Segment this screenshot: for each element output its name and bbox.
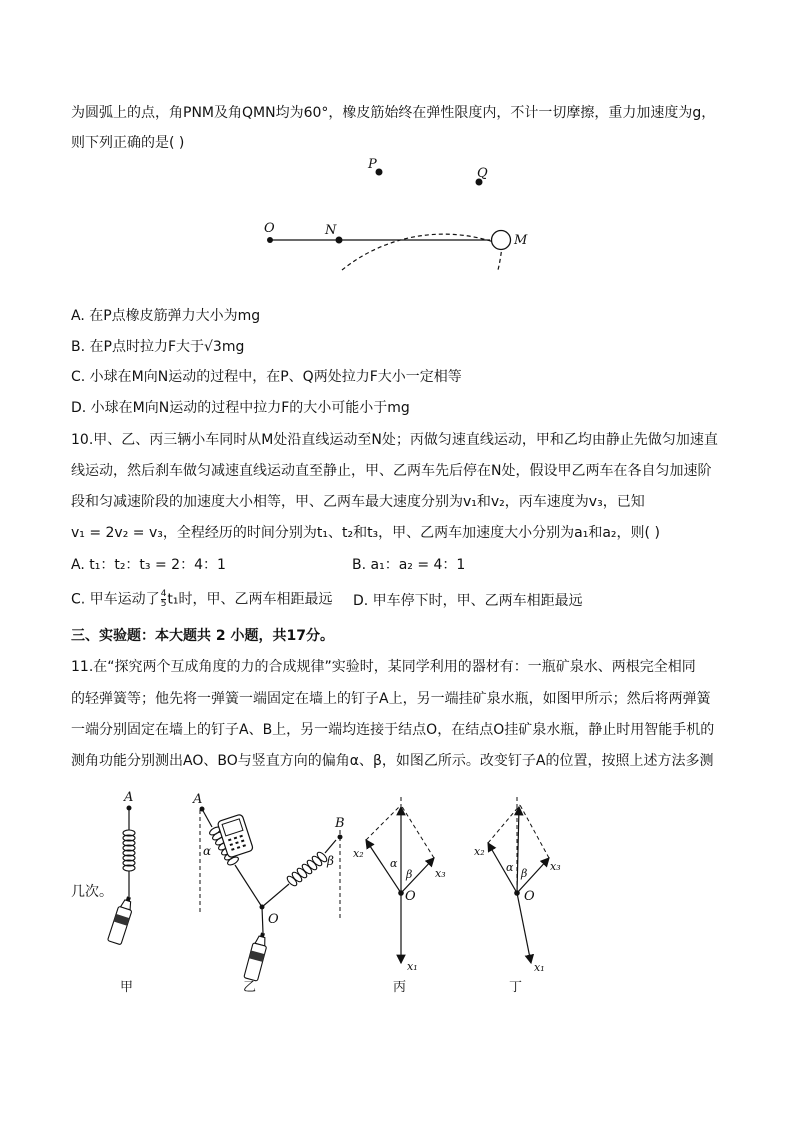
caption-yi: 乙	[243, 980, 257, 995]
label-x3-bing: x₃	[435, 867, 446, 880]
label-x1-ding: x₁	[534, 961, 545, 974]
q10-option-c	[71, 590, 333, 609]
parallelogram-edge-1	[366, 805, 401, 840]
spring-BO	[286, 851, 329, 888]
figure-ding	[460, 785, 570, 995]
q9-option-a: A. 在P点橡皮筋弹力大小为mg	[71, 308, 261, 324]
q10-option-c-pre: C. 甲车运动了	[71, 591, 160, 608]
q10-option-d: D. 甲车停下时，甲、乙两车相距最远	[353, 593, 583, 609]
label-alpha-ding: α	[506, 861, 514, 874]
label-alpha-bing: α	[390, 857, 398, 870]
q9-option-d: D. 小球在M向N运动的过程中拉力F的大小可能小于mg	[71, 400, 410, 416]
q11-text-line4: 测角功能分别测出AO、BO与竖直方向的偏角α、β，如图乙所示。改变钉子A的位置，按照上述方法多测	[71, 753, 714, 769]
caption-ding: 丁	[509, 980, 523, 995]
q9-text-line1: 为圆弧上的点，角PNM及角QMN均为60°，橡皮筋始终在弹性限度内，不计一切摩擦，重力加速度为g，	[71, 105, 716, 121]
fraction-numerator: 4	[160, 589, 167, 599]
label-x3-ding: x₃	[550, 860, 561, 873]
q10-option-a: A. t₁：t₂：t₃ = 2：4：1	[71, 557, 226, 573]
label-O: O	[264, 221, 275, 236]
q10-option-c-post: t₁时，甲、乙两车相距最远	[167, 591, 333, 608]
q9-option-c: C. 小球在M向N运动的过程中，在P、Q两处拉力F大小一定相等	[71, 369, 462, 385]
label-O-ding: O	[524, 889, 535, 904]
q9-figure	[250, 150, 550, 275]
q11-text-line2: 的轻弹簧等；他先将一弹簧一端固定在墙上的钉子A上，另一端挂矿泉水瓶，如图甲所示；然后将两弹簧	[71, 691, 711, 707]
caption-bing: 丙	[393, 980, 407, 995]
label-N: N	[325, 223, 337, 238]
parallelogram-edge-4	[520, 805, 549, 858]
label-B-yi: B	[335, 816, 345, 831]
label-x2-bing: x₂	[353, 847, 364, 860]
label-O-bing: O	[405, 889, 416, 904]
q10-text-line2: 线运动，然后刹车做匀减速直线运动直至静止，甲、乙两车先后停在N处，假设甲乙两车在各自匀加速阶	[71, 463, 712, 479]
point-O-bing	[398, 890, 404, 896]
label-alpha-yi: α	[203, 844, 212, 858]
section-heading: 三、实验题：本大题共 2 小题，共17分。	[71, 628, 334, 644]
point-O	[267, 237, 273, 243]
label-x2-ding: x₂	[474, 845, 485, 858]
figure-jia	[105, 785, 155, 995]
label-beta-ding: β	[521, 867, 528, 880]
spring-jia	[123, 830, 135, 871]
figure-bing	[345, 785, 455, 995]
fraction-4-5	[161, 590, 167, 609]
q9-text-line2: 则下列正确的是( )	[71, 135, 185, 151]
point-N	[336, 237, 343, 244]
q11-text-line5: 几次。	[71, 884, 113, 900]
q10-text-line3: 段和匀减速阶段的加速度大小相等，甲、乙两车最大速度分别为v₁和v₂，丙车速度为v₃，已知	[71, 494, 645, 510]
label-A-yi: A	[193, 792, 203, 807]
label-A-jia: A	[124, 790, 134, 805]
fraction-denominator: 5	[160, 599, 167, 609]
label-O-yi: O	[268, 912, 279, 927]
nail-B-yi	[338, 835, 343, 840]
label-Q: Q	[477, 166, 488, 181]
parallelogram-edge-2	[401, 805, 434, 858]
q10-text-line4: v₁ = 2v₂ = v₃，全程经历的时间分别为t₁、t₂和t₃，甲、乙两车加速度大小分别为a₁和a₂，则( )	[71, 525, 660, 541]
q11-text-line1: 11.在“探究两个互成角度的力的合成规律”实验时，某同学利用的器材有：一瓶矿泉水、两根完全相同	[71, 659, 696, 675]
caption-jia: 甲	[120, 980, 134, 995]
label-x1-bing: x₁	[407, 960, 418, 973]
ball-M	[492, 231, 511, 250]
point-O-ding	[514, 890, 520, 896]
q10-option-b: B. a₁：a₂ = 4：1	[352, 557, 466, 573]
label-beta-bing: β	[406, 868, 413, 881]
parallelogram-edge-3	[488, 805, 520, 843]
label-beta-yi: β	[327, 854, 334, 868]
q9-option-b: B. 在P点时拉力F大于√3mg	[71, 339, 245, 355]
water-bottle-jia	[108, 895, 136, 945]
q11-text-line3: 一端分别固定在墙上的钉子A、B上，另一端均连接于结点O，在结点O挂矿泉水瓶，静止时用智能手机的	[71, 722, 715, 738]
label-P: P	[368, 157, 377, 172]
water-bottle-yi	[244, 931, 270, 981]
figure-yi	[185, 785, 360, 995]
label-M: M	[514, 233, 528, 248]
q10-text-line1: 10.甲、乙、丙三辆小车同时从M处沿直线运动至N处；丙做匀速直线运动，甲和乙均由静止先做匀加速直	[71, 432, 718, 448]
